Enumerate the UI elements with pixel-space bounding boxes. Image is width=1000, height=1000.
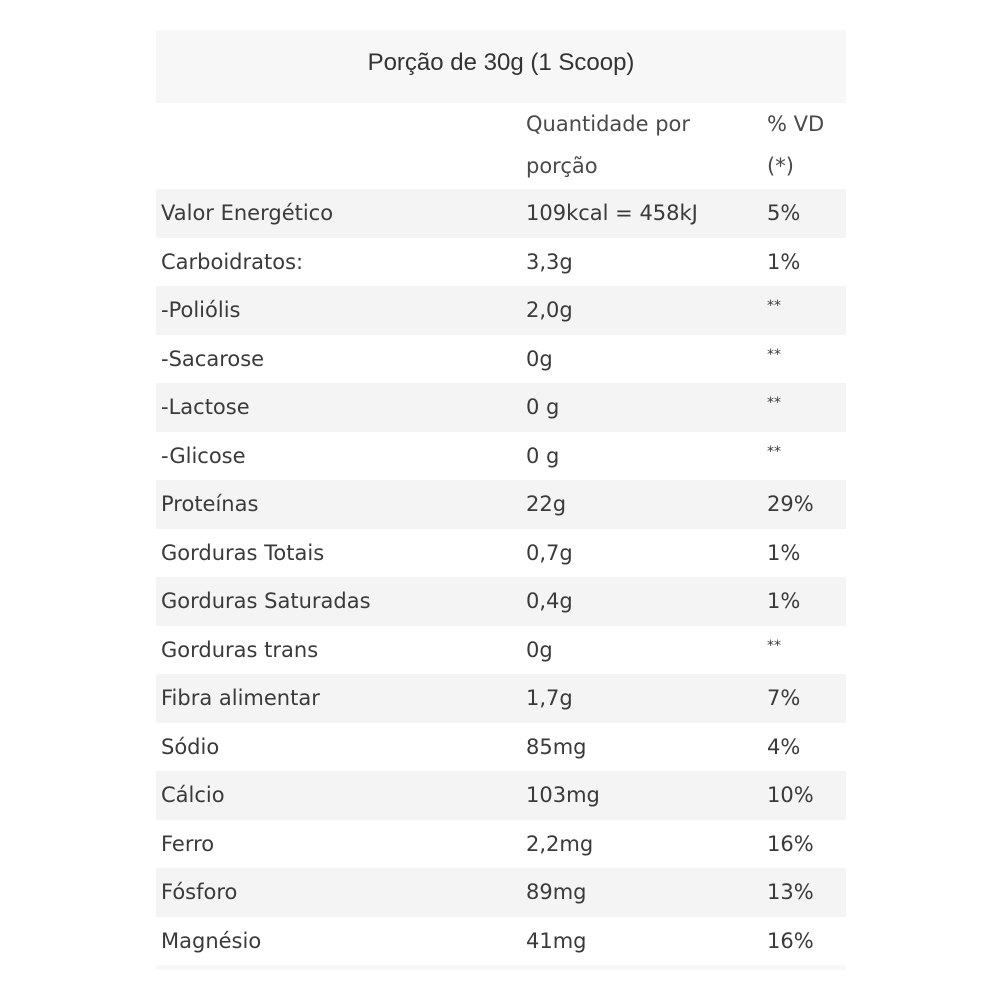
nutrient-daily-value: 5% xyxy=(767,201,801,225)
table-row xyxy=(156,723,846,772)
nutrient-daily-value: ** xyxy=(767,346,781,363)
nutrient-amount: 41mg xyxy=(526,928,587,953)
table-row xyxy=(156,383,846,432)
nutrient-name: Proteínas xyxy=(161,492,259,516)
nutrient-daily-value: 1% xyxy=(767,540,801,565)
nutrient-name: Valor Energético xyxy=(161,201,334,225)
table-caption: Porção de 30g (1 Scoop) xyxy=(367,49,635,76)
nutrient-name: Gorduras Saturadas xyxy=(161,589,371,613)
nutrient-name: Cálcio xyxy=(161,783,225,807)
nutrient-daily-value: ** xyxy=(767,395,781,411)
table-row xyxy=(156,820,846,869)
nutrient-amount: 3,3g xyxy=(526,249,573,274)
table-row xyxy=(156,189,846,238)
nutrient-name: -Lactose xyxy=(161,395,250,419)
nutrient-daily-value: 1% xyxy=(767,589,801,613)
table-row xyxy=(156,238,846,287)
nutrient-amount: 0 g xyxy=(526,395,560,419)
nutrient-amount: 22g xyxy=(526,492,567,516)
nutrient-amount: 2,0g xyxy=(526,298,573,322)
nutrient-name: Fósforo xyxy=(161,880,238,904)
table-row xyxy=(156,432,846,481)
nutrient-amount: 0 g xyxy=(526,443,560,468)
table-body xyxy=(156,189,846,965)
nutrient-daily-value: 16% xyxy=(767,928,814,953)
nutrient-daily-value: ** xyxy=(767,637,781,654)
nutrient-daily-value: 29% xyxy=(767,492,814,516)
table-row xyxy=(156,335,846,384)
nutrient-daily-value: ** xyxy=(767,443,781,460)
nutrient-name: Sódio xyxy=(161,734,220,759)
header-daily-value xyxy=(767,103,824,187)
table-row xyxy=(156,771,846,820)
nutrient-name: Magnésio xyxy=(161,928,262,953)
table-row xyxy=(156,674,846,723)
nutrient-name: Fibra alimentar xyxy=(161,686,320,710)
nutrient-name: -Poliólis xyxy=(161,298,241,322)
nutrient-daily-value: 16% xyxy=(767,831,814,856)
nutrient-amount: 0g xyxy=(526,346,553,371)
nutrient-daily-value: ** xyxy=(767,298,781,314)
nutrient-amount: 0,7g xyxy=(526,540,573,565)
table-header xyxy=(156,103,846,189)
nutrient-daily-value: 4% xyxy=(767,734,801,759)
table-row xyxy=(156,577,846,626)
header-amount-line-1: Quantidade por xyxy=(526,112,691,136)
nutrient-amount: 109kcal = 458kJ xyxy=(526,201,698,225)
nutrient-amount: 103mg xyxy=(526,783,600,807)
nutrient-name: Gorduras Totais xyxy=(161,540,325,565)
nutrient-amount: 1,7g xyxy=(526,686,573,710)
nutrient-daily-value: 7% xyxy=(767,686,801,710)
nutrient-amount: 2,2mg xyxy=(526,831,594,856)
nutrient-name: Ferro xyxy=(161,831,215,856)
table-row xyxy=(156,529,846,578)
table-row xyxy=(156,917,846,966)
nutrient-name: -Sacarose xyxy=(161,346,265,371)
header-amount-line-2: porção xyxy=(526,154,598,178)
table-row xyxy=(156,626,846,675)
header-daily-value-line-1: % VD xyxy=(767,112,825,136)
nutrient-daily-value: 1% xyxy=(767,249,801,274)
nutrient-amount: 89mg xyxy=(526,880,587,904)
nutrient-amount: 85mg xyxy=(526,734,587,759)
header-amount xyxy=(526,103,690,187)
table-row xyxy=(156,868,846,917)
header-daily-value-line-2: (*) xyxy=(767,154,794,178)
nutrient-daily-value: 13% xyxy=(767,880,814,904)
nutrient-name: Gorduras trans xyxy=(161,637,319,662)
table-row xyxy=(156,480,846,529)
table-row xyxy=(156,286,846,335)
nutrient-name: -Glicose xyxy=(161,443,246,468)
nutrient-name: Carboidratos: xyxy=(161,249,304,274)
nutrient-daily-value: 10% xyxy=(767,783,814,807)
nutrient-amount: 0,4g xyxy=(526,589,573,613)
nutrient-amount: 0g xyxy=(526,637,553,662)
